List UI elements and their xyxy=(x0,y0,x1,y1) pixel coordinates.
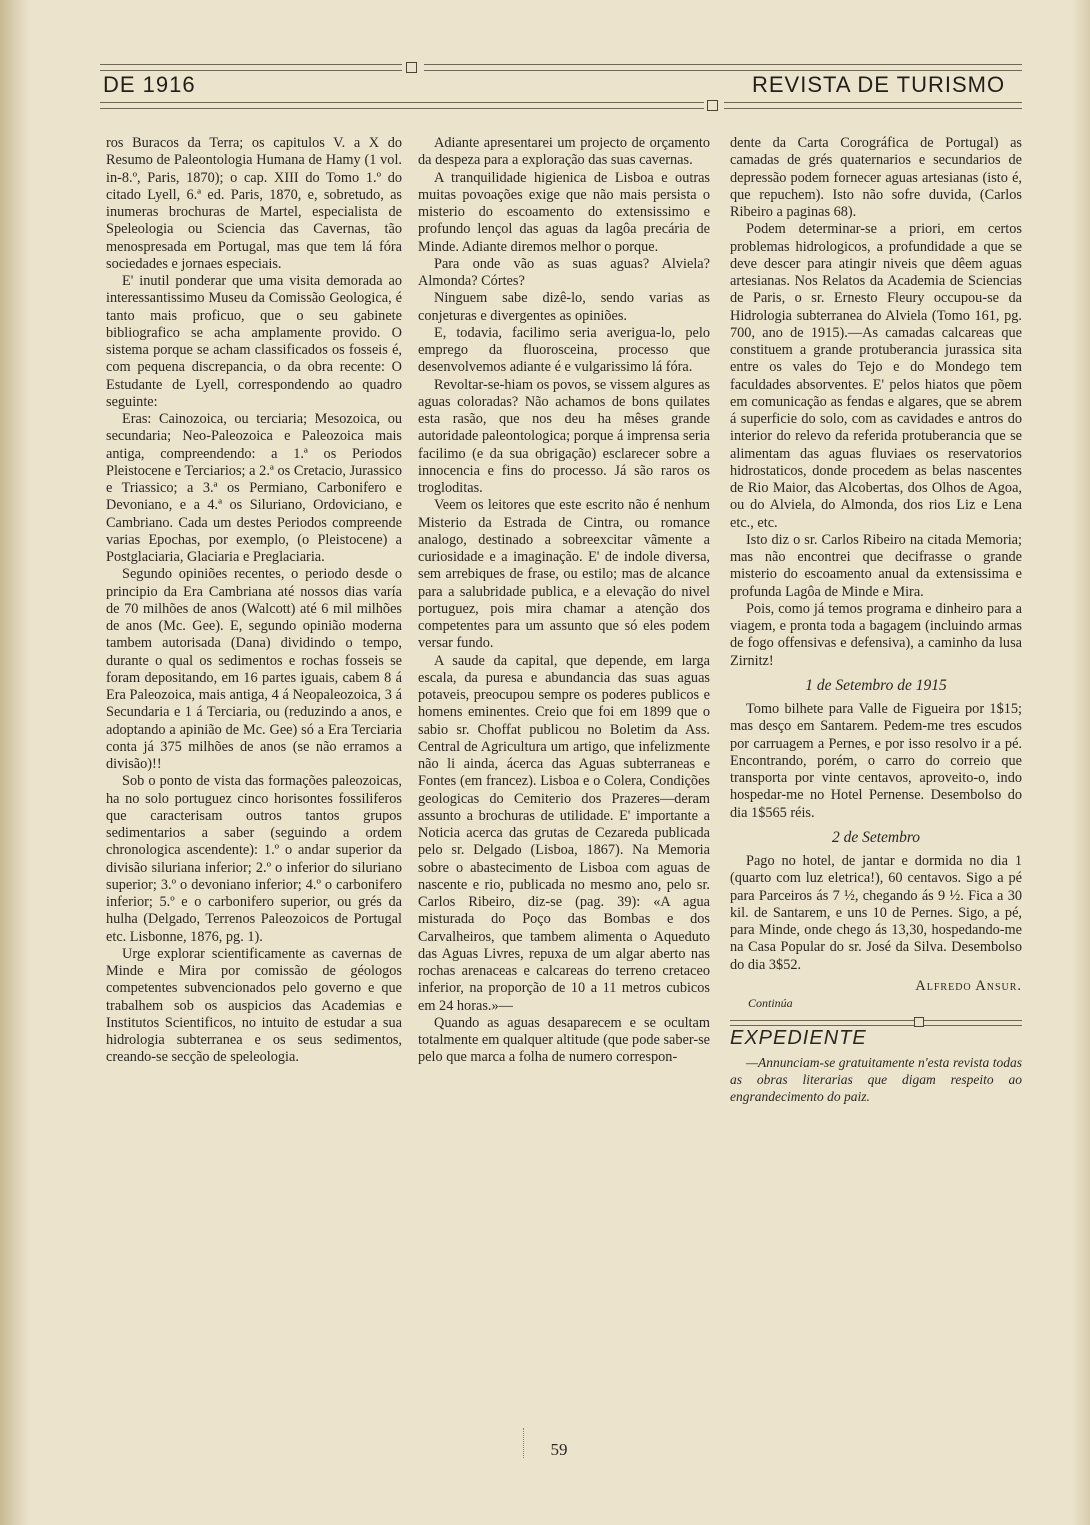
diary-date-heading: 1 de Setembro de 1915 xyxy=(805,676,947,694)
page-right-edge xyxy=(1072,0,1090,1525)
paragraph: Pois, como já temos programa e dinheiro para a viagem, e pronta toda a bagagem (incluindo armas de fogo offensivas e defensiva), a caminho da lusa Zirnitz! xyxy=(730,600,1022,669)
page-binding-edge xyxy=(0,0,30,1525)
header-title: REVISTA DE TURISMO xyxy=(752,72,1006,97)
page-number: 59 xyxy=(550,1440,568,1459)
paragraph: Ninguem sabe dizê-lo, sendo varias as conjeturas e divergentes as opiniões. xyxy=(418,290,710,324)
paragraph: Quando as aguas desaparecem e se ocultam totalmente em qualquer altitude (que pode saber-se pelo que marca a folha de numero correspon- xyxy=(418,1014,710,1066)
paragraph: A tranquilidade higienica de Lisboa e outras muitas povoações exige que não mais persista o misterio do escoamento do extensissimo e profundo lençol das aguas da lagôa precária de Minde. Adiante diremos melhor o porque. xyxy=(418,169,710,255)
footer-divider xyxy=(523,1428,525,1458)
paragraph: dente da Carta Corográfica de Portugal) as camadas de grés quaternarios e secundarios de depressão podem fornecer aguas artesianas (isto é, que repuchem). Isto não sofre duvida, (Carlos Ribeiro a paginas 68). xyxy=(730,135,1022,220)
paragraph: E, todavia, facilimo seria averigua-lo, pelo emprego da fluorosceina, processo que desenvolvemos adiante é e vulgarissimo lá fóra. xyxy=(418,324,710,376)
paragraph: Revoltar-se-hiam os povos, se vissem algures as aguas coloradas? Não achamos de bons quilates esta rasão, que nos deu ha mêses grande autoridade paleontologica; porque á imprensa seria facilimo (e da sua obrigação) esclarecer sobre a innocencia e fins do processo. Já são raros os trogloditas. xyxy=(418,376,710,496)
paragraph: E' inutil ponderar que uma visita demorada ao interessantissimo Museu da Comissão Geologica, é tanto mais proficuo, que o seu gabinete bibliografico se acha amplamente provido. O sistema porque se acham classificados os fosseis é, com pequena discrepancia, o da obra recente: O Estudante de Lyell, correspondendo ao quadro seguinte: xyxy=(106,273,402,410)
section-divider xyxy=(730,1020,1022,1026)
paragraph: Para onde vão as suas aguas? Alviela? Almonda? Córtes? xyxy=(418,255,710,289)
divider-ornament-box xyxy=(914,1017,924,1027)
header-ornament-box-2 xyxy=(707,100,718,111)
article-column-2 xyxy=(418,135,710,1067)
continua-note: Continúa xyxy=(748,996,793,1010)
article-column-1 xyxy=(106,135,402,1067)
diary-entry: Pago no hotel, de jantar e dormida no dia 1 (quarto com luz eletrica!), 60 centavos. Sigo a pé para Parceiros ás 7 ½, chegando ás 9 ½. Fica a 30 kil. de Santarem, e uns 10 de Pernes. Sigo, a pé, para Minde, onde chego ás 13,30, hospedando-me na Casa Popular do sr. José da Silva. Desembolso do dia 3$52. xyxy=(730,853,1022,973)
header-top-rule-right xyxy=(424,64,1022,71)
paragraph: Podem determinar-se a priori, em certos problemas hidrologicos, a profundidade a que se deve descer para atingir niveis que dêem aguas artesianas. Nos Relatos da Academia de Sciencias de Paris, o sr. Ernesto Fleury occupou-se da Hidrologia subterranea do Alviela (Tomo 161, pg. 700, ano de 1915).—As camadas calcareas que constituem a grande protuberancia jurassica sita entre os vales do Tejo e do Mondego tem faculdades absorventes. E' pelos hiatos que põem em comunicação as fendas e algares, que se abrem á superficie do solo, com as cavidades e antros do interior do relevo da referida protuberancia que se alimentam das aguas fluviaes os reservatorios hidrostaticos, donde procedem as belas nascentes de Rio Maior, das Alcobertas, dos Olhos de Agoa, ou do Alviela, do Almonda, dos rios Liz e Lena etc., etc. xyxy=(730,221,1022,531)
diary-entry: Tomo bilhete para Valle de Figueira por 1$15; mas desço em Santarem. Pedem-me tres escudos por carruagem a Pernes, e por isso resolvo ir a pé. Encontrando, porém, o carro do correio que transporta por vinte centavos, aproveito-o, indo hospedar-me no Hotel Pernense. Desembolso do dia 1$565 réis. xyxy=(730,701,1022,821)
paragraph: Eras: Cainozoica, ou terciaria; Mesozoica, ou secundaria; Neo-Paleozoica e Paleozoica mais antiga, compreendendo: a 1.ª os Periodos Pleistocene e Terciarios; a 2.ª os Cretacio, Jurassico e Triassico; a 3.ª os Permiano, Carbonifero e Devoniano, e a 4.ª os Siluriano, Ordoviciano, e Cambriano. Cada um destes Periodos compreende varias Epochas, por exemplo, (o Pleistocene) a Postglaciaria, Glaciaria e Preglaciaria. xyxy=(106,411,402,565)
diary-date-heading: 2 de Setembro xyxy=(831,828,921,846)
article-column-3 xyxy=(730,135,1022,1105)
expediente-text: —Annunciam-se gratuitamente n'esta revista todas as obras literarias que digam respeito ao engrandecimento do paiz. xyxy=(730,1054,1022,1104)
paragraph: Segundo opiniões recentes, o periodo desde o principio da Era Cambriana até nossos dias varía de 70 milhões de anos (Walcott) até 6 mil milhões de anos (Mc. Gee). E, segundo opinião moderna tambem autorisada (Dana) dividindo o tempo, durante o qual os sedimentos e rochas fosseis se foram depositando, em 16 partes iguais, cabem 8 á Era Paleozoica, mais antiga, 4 á Neopaleozoica, 3 á Secundaria e 1 á Terciaria, ou (reduzindo a anos, e adoptando a apinião de Mc. Gee) só a Era Terciaria conta já 375 milhões de anos (se não erramos a divisão)!! xyxy=(106,566,402,772)
header-date: DE 1916 xyxy=(103,72,196,97)
expediente-heading: EXPEDIENTE xyxy=(730,1027,867,1050)
paragraph: ros Buracos da Terra; os capitulos V. a X do Resumo de Paleontologia Humana de Hamy (1 vol. in-8.º, Paris, 1870); o cap. XIII do Tomo 1.º do citado Lyell, 6.ª ed. Paris, 1870, e, sobretudo, as inumeras brochuras de Martel, especialista de Speleologia ou Sciencia das Cavernas, tão menospresada em Portugal, mas que tem lá fóra sociedades e jornaes especiais. xyxy=(106,135,402,272)
paragraph: A saude da capital, que depende, em larga escala, da puresa e abundancia das suas aguas potaveis, preocupou sempre os poderes publicos e homens eminentes. Creio que foi em 1899 que o sabio sr. Choffat publicou no Boletim da Ass. Central de Agricultura um artigo, que infelizmente não li ainda, ácerca das Aguas subterraneas e Fontes (em francez). Lisboa e o Colera, Condições geologicas do Cemiterio dos Prazeres—deram assunto a brochuras de utilidade. E' importante a Noticia acerca das grutas de Cezareda publicada pelo sr. Delgado (Lisboa, 1867). Na Memoria sobre o abastecimento de Lisboa com aguas de nascente e rio, publicada no mesmo ano, pelo sr. Carlos Ribeiro, diz-se (pag. 39): «A agua misturada do Poço das Bombas e dos Carvalheiros, que tambem alimenta o Aqueduto das Aguas Livres, repuxa de um algar aberto nas rochas arenaceas e calcareas do terreno cretaceo inferior, na proporção de 10 a 11 metros cubicos em 24 horas.»— xyxy=(418,652,710,1014)
header-ornament-box xyxy=(406,62,417,73)
header-bottom-rule-right xyxy=(724,102,1022,109)
header-top-rule xyxy=(100,64,402,71)
paragraph: Urge explorar scientificamente as cavernas de Minde e Mira por comissão de géologos competentes subvencionados pelo governo e que trabalhem sob os auspicios das Academias e Institutos Scientificos, no intuito de estudar a sua hidrologia subterranea e os seus sedimentos, creando-se secção de speleologia. xyxy=(106,945,402,1066)
paragraph: Sob o ponto de vista das formações paleozoicas, ha no solo portuguez cinco horisontes fossiliferos que caracterisam outros tantos grupos sedimentarios a saber (seguindo a ordem chronologica ascendente): 1.º o andar superior da divisão siluriana inferior; 2.º o inferior do siluriano superior; 3.º o devoniano inferior; 4.º o carbonifero inferior; 5.º e o carbonifero superior, ou grés da hulha (Delgado, Terrenos Paleozoicos de Portugal etc. Lisbonne, 1876, pg. 1). xyxy=(106,773,402,945)
author-signature: Alfredo Ansur. xyxy=(915,977,1022,994)
paragraph: Isto diz o sr. Carlos Ribeiro na citada Memoria; mas não encontrei que decifrasse o grande misterio do escoamento anual da extensissima e profunda Lagôa de Minde e Mira. xyxy=(730,531,1022,600)
paragraph: Adiante apresentarei um projecto de orçamento da despeza para a exploração das suas cavernas. xyxy=(418,135,710,169)
paragraph: Veem os leitores que este escrito não é nenhum Misterio da Estrada de Cintra, ou romance analogo, destinado a sobreexcitar vãmente a curiosidade e a imaginação. E' de indole diversa, sem arrebiques de frase, ou estilo; mas de alcance para a salubridade publica, e a elevação do nivel portuguez, pois mira chamar a atenção dos competentes para um assunto que só eles podem versar fundo. xyxy=(418,497,710,652)
header-bottom-rule xyxy=(100,102,704,109)
